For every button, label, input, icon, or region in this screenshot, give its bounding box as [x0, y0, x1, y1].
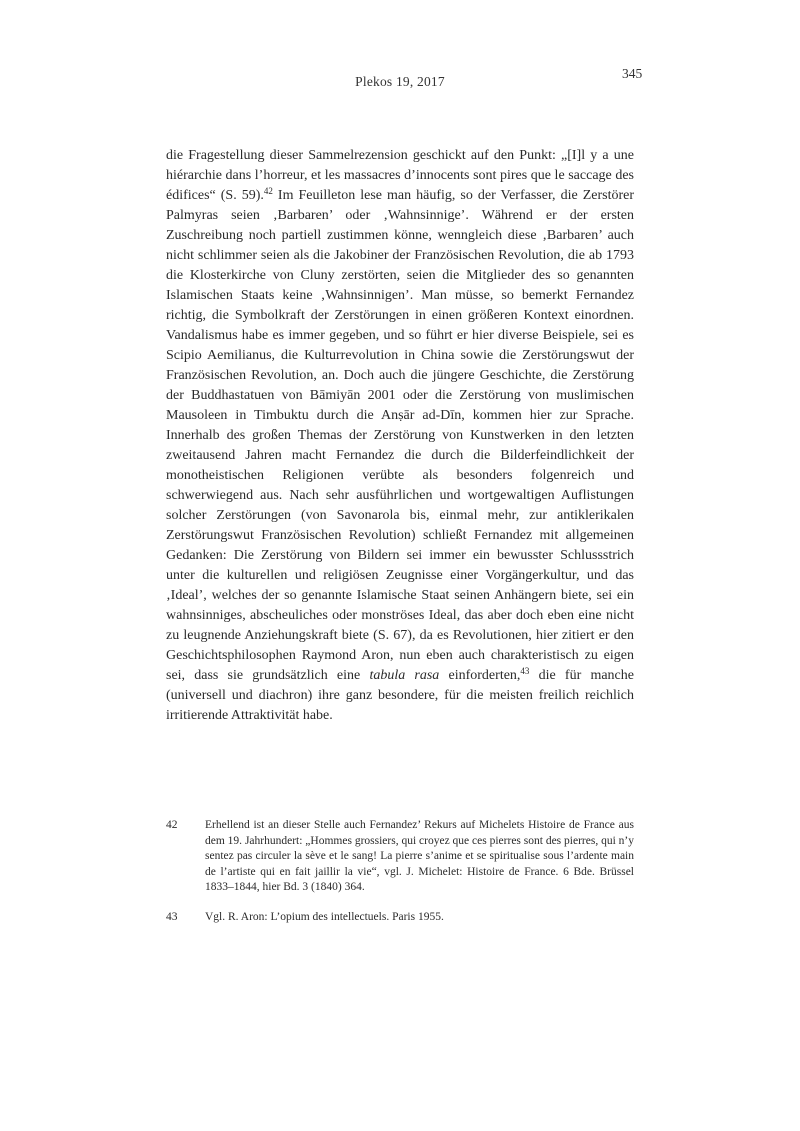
- body-paragraph: die Fragestellung dieser Sammelrezension geschickt auf den Punkt: „[I]l y a une hiérarchie dans l’horreur, et les massacres d’innocents sont pires que le saccage des édifices“ (S. 59).$^{42}$ Im Feuilleton lese man häufig, so der Verfasser, die Zerstörer Palmyras seien ‚Barbaren’ oder ‚Wahnsinnige’. Während er der ersten Zuschreibung noch partiell zustimmen könne, wenngleich diese ‚Barbaren’ auch nicht schlimmer seien als die Jakobiner der Französischen Revolution, die ab 1793 die Klosterkirche von Cluny zerstörten, seien die Mitglieder des so genannten Islamischen Staats keine ‚Wahnsinnigen’. Man müsse, so bemerkt Fernandez richtig, die Symbolkraft der Zerstörungen in einen größeren Kontext einordnen. Vandalismus habe es immer gegeben, und so führt er hier diverse Beispiele, sei es Scipio Aemilianus, die Kulturrevolution in China sowie die Zerstörungswut der Französischen Revolution, an. Doch auch die jüngere Geschichte, die Zerstörung der Buddhastatuen von Bāmiyān 2001 oder die Zerstörung von muslimischen Mausoleen in Timbuktu durch die Anṣār ad-Dīn, kommen hier zur Sprache. Innerhalb des großen Themas der Zerstörung von Kunstwerken in den letzten zweitausend Jahren macht Fernandez die durch die Bilderfeindlichkeit der monotheistischen Religionen verübte als besonders folgenreich und schwerwiegend aus. Nach sehr ausführlichen und wortgewaltigen Auflistungen solcher Zerstörungen (von Savonarola bis, einmal mehr, zur antiklerikalen Zerstörungswut Französischen Revolution) schließt Fernandez mit allgemeinen Gedanken: Die Zerstörung von Bildern sei immer ein bewusster Schlussstrich unter die kulturellen und religiösen Zeugnisse einer Vorgängerkultur, und das ‚Ideal’, welches der so genannte Islamische Staat seinen Anhängern biete, sei ein wahnsinniges, abscheuliches oder monströses Ideal, das aber doch eben eine nicht zu leugnende Anziehungskraft biete (S. 67), da es Revolutionen, hier zitiert er den Geschichtsphilosophen Raymond Aron, nun eben auch charakteristisch zu eigen sei, dass sie grundsätzlich eine tabula rasa einforderten,$^{43}$ die für manche (universell und diachron) ihre ganz besondere, für die meisten freilich reichlich irritierende Attraktivität habe.: [166, 148, 634, 723]
- footnote-text: Erhellend ist an dieser Stelle auch Fernandez’ Rekurs auf Michelets Histoire de France aus dem 19. Jahrhundert: „Hommes grossiers, qui croyez que ces pierres sont des pierres, qui n’y sentez pas circuler la sève et le sang! La pierre s’anime et se spiritualise sous l’ardente main de l’artiste qui en fait jaillir la vie“, vgl. J. Michelet: Histoire de France. 6 Bde. Brüssel 1833–1844, hier Bd. 3 (1840) 364.: [205, 819, 634, 893]
- footnote-number: 42: [166, 819, 178, 831]
- footnote-row: [166, 910, 634, 926]
- footnote-number: 43: [166, 910, 178, 923]
- footnotes-section: [166, 818, 634, 939]
- page-number: 345: [622, 66, 643, 81]
- footnote-text: Vgl. R. Aron: L’opium des intellectuels. Paris 1955.: [205, 910, 444, 923]
- running-head-journal-title: Plekos 19, 2017: [355, 74, 445, 89]
- footnote-row: [166, 818, 634, 896]
